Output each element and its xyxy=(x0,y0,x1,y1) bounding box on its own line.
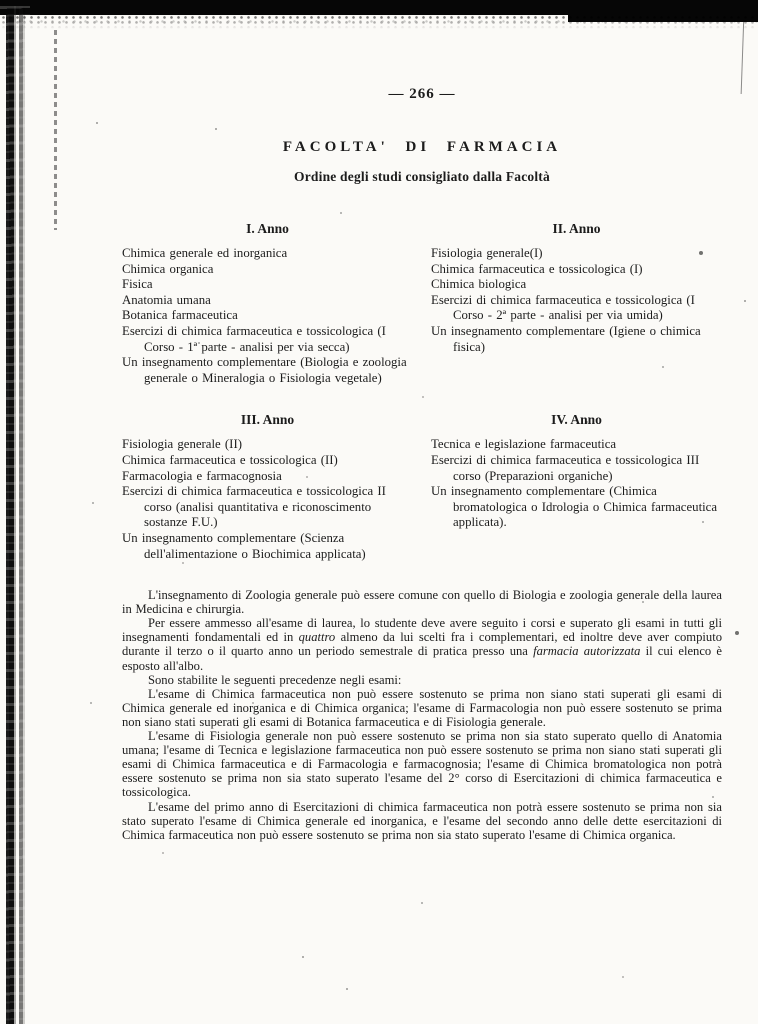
course-item: Farmacologia e farmacognosia xyxy=(122,468,282,483)
page-content xyxy=(122,86,722,842)
course-item: Anatomia umana xyxy=(122,292,211,307)
year-block-i xyxy=(122,221,413,386)
year-heading-iv: IV. Anno xyxy=(551,412,602,428)
course-item: Esercizi di chimica farmaceutica e tossicologica (I Corso - 1ª parte - analisi per via secca) xyxy=(122,323,386,354)
course-item: Fisica xyxy=(122,277,153,292)
page-title: FACOLTA' DI FARMACIA xyxy=(282,139,562,155)
course-item: Tecnica e legislazione farmaceutica xyxy=(431,437,617,452)
year-block-ii xyxy=(431,221,722,386)
text-run: Per essere ammesso all'esame di laurea, lo studente deve avere seguito i corsi e superato gli esami in tutti gli insegnamenti fondamentali ed in xyxy=(122,616,722,645)
paragraph xyxy=(122,729,722,799)
year-heading-ii: II. Anno xyxy=(552,221,601,236)
page-number: — 266 — xyxy=(388,86,456,102)
course-list-ii xyxy=(431,246,722,355)
text-run: il cui elenco è esposto all'albo. xyxy=(122,644,722,673)
course-item: Esercizi di chimica farmaceutica e tossicologica II corso (analisi quantitativa e riconoscimento sostanze F.U.) xyxy=(122,484,386,530)
course-item: Fisiologia generale (II) xyxy=(122,437,242,452)
course-item: Chimica organica xyxy=(122,261,214,276)
course-item: Un insegnamento complementare (Igiene o chimica fisica) xyxy=(431,323,701,354)
course-item: Chimica farmaceutica e tossicologica (II) xyxy=(122,452,338,467)
course-item: Un insegnamento complementare (Scienza dell'alimentazione o Biochimica applicata) xyxy=(122,530,366,561)
text-run: L'insegnamento di Zoologia generale può essere comune con quello di Biologia e zoologia generale della laurea in Medicina e chirurgia. xyxy=(122,588,722,617)
italic-text: quattro xyxy=(298,630,336,645)
paragraph xyxy=(122,687,722,729)
year-block-iv xyxy=(431,412,722,562)
course-item: Chimica farmaceutica e tossicologica (I) xyxy=(431,261,643,276)
course-item: Chimica generale ed inorganica xyxy=(122,246,288,260)
course-item: Un insegnamento complementare (Biologia e zoologia generale o Mineralogia o Fisiologia vegetale) xyxy=(122,355,407,385)
text-run: Sono stabilite le seguenti precedenze negli esami: xyxy=(148,672,402,687)
year-heading-iii: III. Anno xyxy=(240,412,295,428)
paragraph xyxy=(122,588,722,616)
scan-artifact-top-edge xyxy=(0,0,758,15)
years-row-2 xyxy=(122,412,722,562)
body-text xyxy=(122,588,722,842)
course-item: Botanica farmaceutica xyxy=(122,308,238,323)
paragraph xyxy=(122,800,722,842)
year-block-iii xyxy=(122,412,413,562)
years-row-1 xyxy=(122,221,722,386)
scan-artifact-secondary-line xyxy=(54,30,57,230)
course-item: Esercizi di chimica farmaceutica e tossicologica III corso (Preparazioni organiche) xyxy=(431,452,700,483)
paragraph xyxy=(122,673,722,687)
text-run: almeno da lui scelti fra i complementari, ed inoltre deve aver compiuto durante il terzo o il quarto anno un periodo semestrale di pratica presso una xyxy=(122,630,722,659)
italic-text: farmacia autorizzata xyxy=(533,644,641,659)
text-run: L'esame del primo anno di Esercitazioni di chimica farmaceutica non potrà essere sostenuto se prima non sia stato superato l'esame di Chimica generale ed inorganica, e l'esame del secondo anno delle dette esercitazioni di Chimica farmaceutica non può essere sostenuto se prima non sia stato superato l'esame di Chimica organica. xyxy=(122,799,722,842)
course-list-iii xyxy=(122,437,413,562)
course-list-i xyxy=(122,246,413,386)
course-item: Esercizi di chimica farmaceutica e tossicologica (I Corso - 2ª parte - analisi per via umida) xyxy=(431,292,695,323)
year-heading-i: I. Anno xyxy=(246,221,289,236)
text-run: L'esame di Chimica farmaceutica non può essere sostenuto se prima non siano stati superati gli esami di Chimica generale ed inorganica e di Chimica organica; l'esame di Farmacologia non può essere sostenuto se prima non siano stati superati gli esami di Botanica farmaceutica e di Fisiologia generale. xyxy=(122,686,722,729)
paragraph xyxy=(122,616,722,672)
course-item: Un insegnamento complementare (Chimica bromatologica o Idrologia o Chimica farmaceutica applicata). xyxy=(431,484,718,530)
scan-artifact-binding-edge xyxy=(0,6,30,1024)
course-item: Chimica biologica xyxy=(431,277,527,292)
page-subtitle: Ordine degli studi consigliato dalla Facoltà xyxy=(294,169,550,184)
text-run: L'esame di Fisiologia generale non può essere sostenuto se prima non sia stato superato quello di Anatomia umana; l'esame di Tecnica e legislazione farmaceutica non può essere sostenuto se prima non siano stati superati gli esami di Chimica farmaceutica e di Farmacologia e farmacognosia; l'esame di Chimica bromatologica non potrà essere sostenuto se prima non sia stato superato l'esame del 2° corso di Esercitazioni di chimica farmaceutica e tossicologica. xyxy=(122,729,722,800)
course-item: Fisiologia generale(I) xyxy=(431,246,543,260)
course-list-iv xyxy=(431,437,722,531)
